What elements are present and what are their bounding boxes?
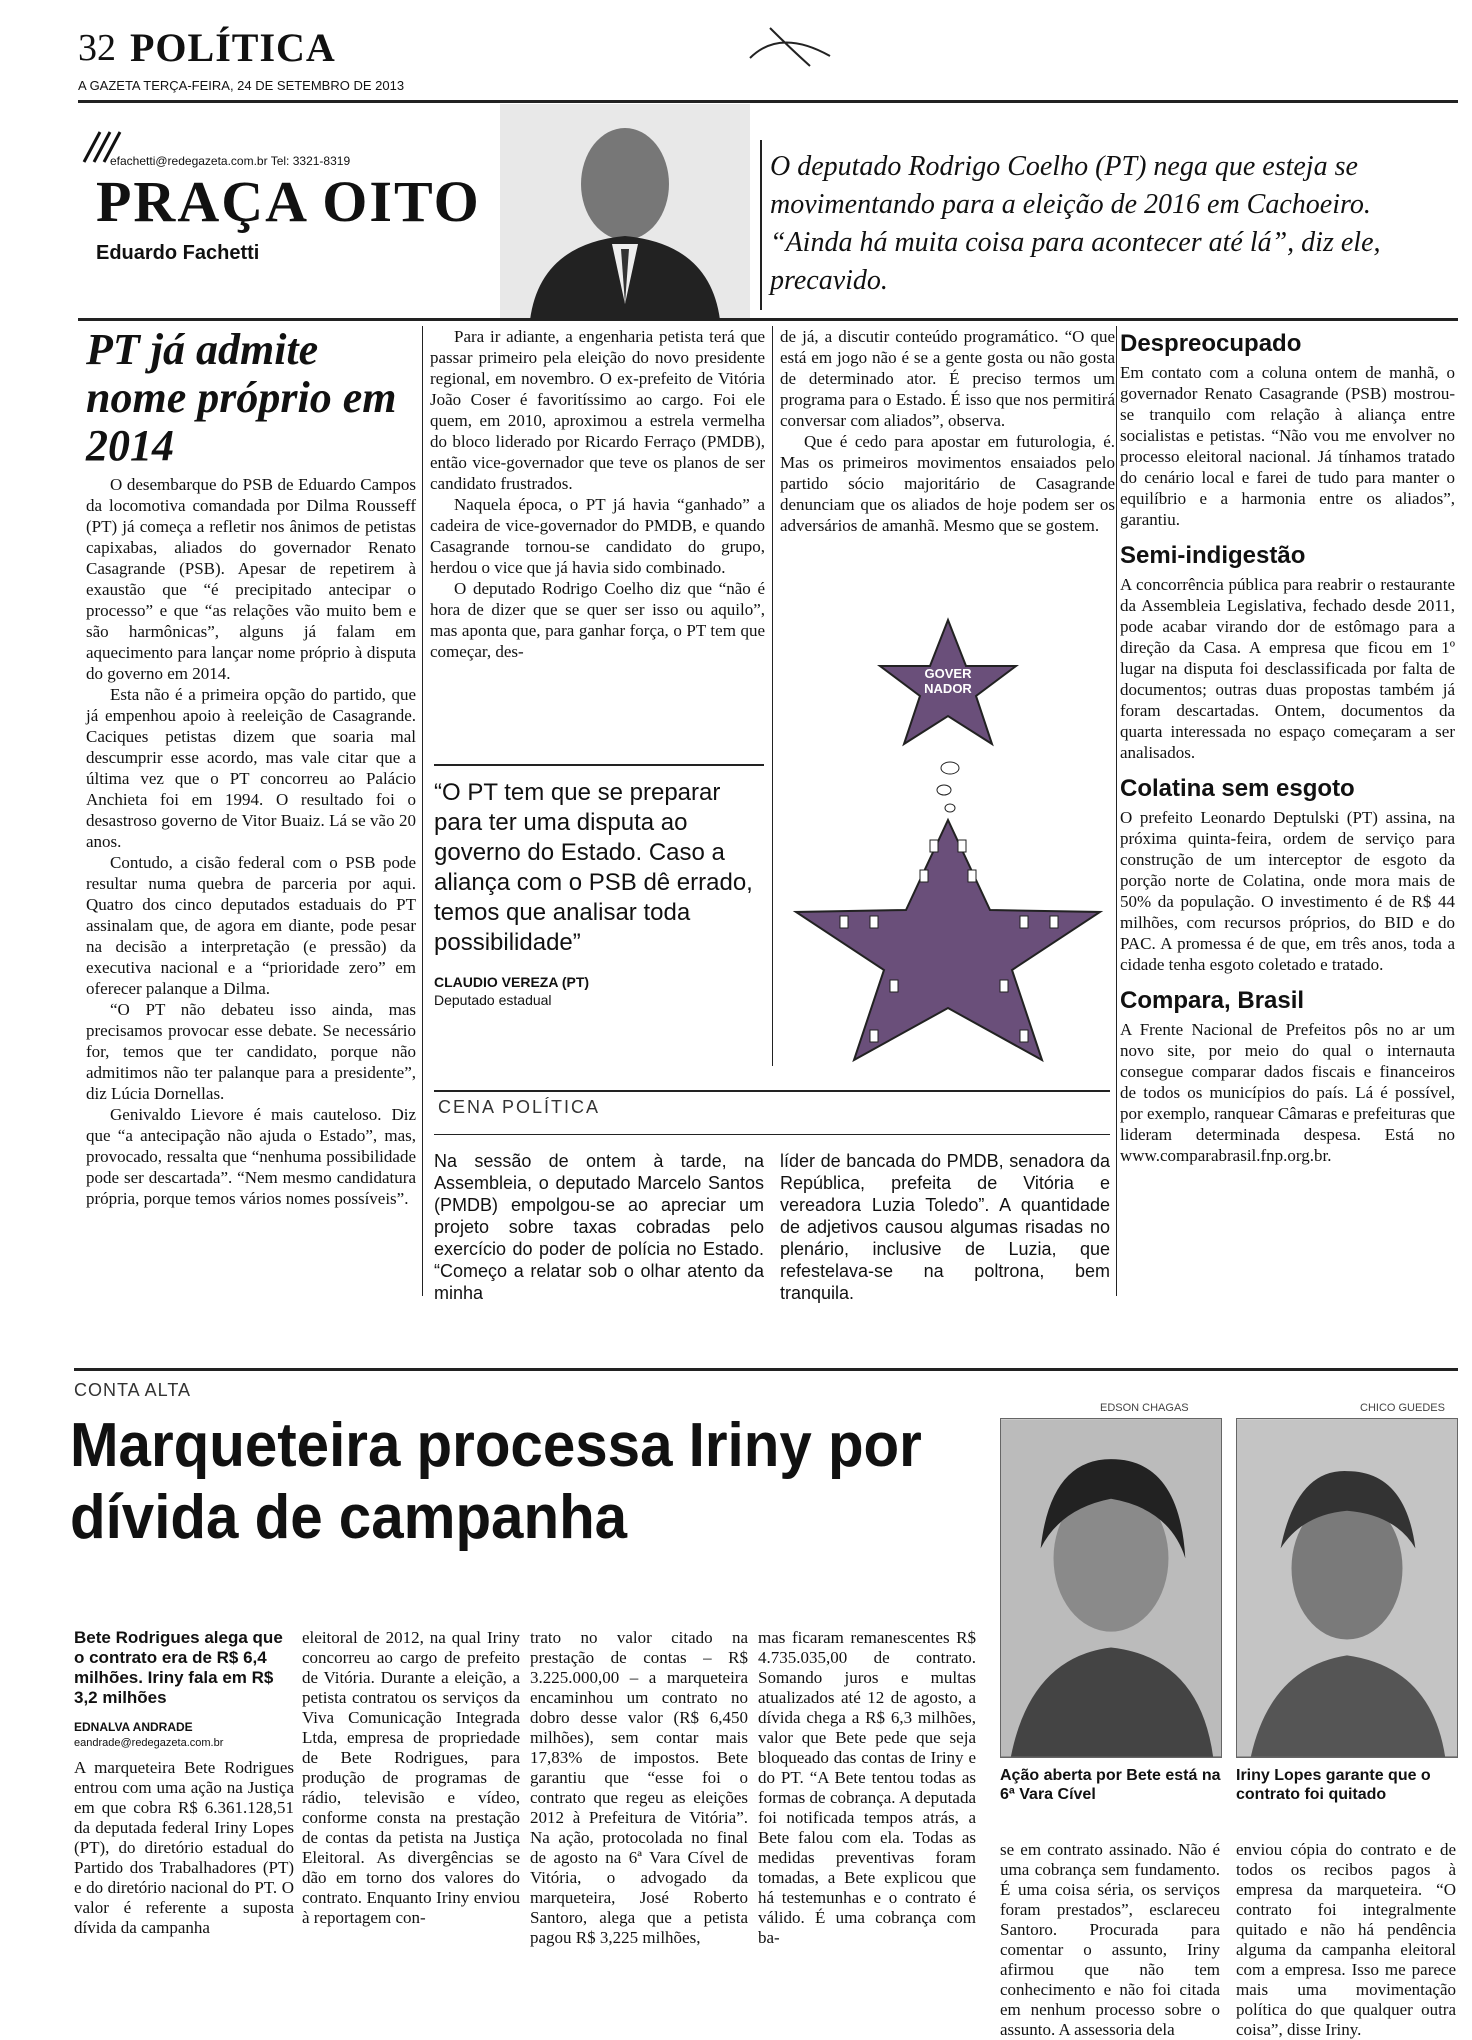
quote-role: Deputado estadual	[434, 992, 552, 1008]
quote-text: “O PT tem que se preparar para ter uma disputa ao governo do Estado. Caso a aliança com o PSB dê errado, temos que analisar toda possibilidade”	[434, 779, 753, 956]
photo-credit: CHICO GUEDES	[1360, 1402, 1445, 1414]
sidebar-note-title: Colatina sem esgoto	[1120, 775, 1355, 802]
story-col2: eleitoral de 2012, na qual Iriny concorreu ao cargo de prefeito de Vitória. Durante a eleição, a petista contratou os serviços da Viva Comunicação Integrada Ltda, empresa de propriedade de Bete Rodrigues, para produção de programas de rádio, televisão e vídeo, conforme consta na prestação de contas da petista na Justiça Eleitoral. As divergências se dão em torno dos valores do contrato. Enquanto Iriny enviou à reportagem con-	[302, 1628, 520, 1927]
column-title: PRAÇA OITO	[96, 169, 481, 234]
sidebar-note-text: O prefeito Leonardo Deptulski (PT) assina, na próxima quinta-feira, ordem de serviço para construção de um interceptor de esgoto da porção norte de Colatina, onde mora mais de 50% da população. O investimento é de R$ 44 milhões, com recursos próprios, do BID e do PAC. A promessa é de que, em três anos, toda a cidade tenha esgoto coletado e tratado.	[1120, 808, 1455, 974]
paragraph: O desembarque do PSB de Eduardo Campos da locomotiva comandada por Dilma Rousseff (PT) já começa a refletir nos ânimos de petistas capixabas, aliados do governador Renato Casagrande (PSB). Apesar de repetirem à exaustão que “é precipitado antecipar o processo” e que “as relações vão muito bem e são harmônicas”, alguns já falam em aquecimento para lançar nome próprio à disputa do governo em 2014.	[86, 475, 416, 683]
cena-rule	[434, 1090, 1110, 1092]
column-author: Eduardo Fachetti	[96, 242, 260, 264]
paragraph: de já, a discutir conteúdo programático. “O que está em jogo não é se a gente gosta ou não gosta de determinado ator. É preciso termos um programa para o Estado. É isso que nos permitirá conversar com aliados”, observa.	[780, 327, 1115, 430]
story-col4: mas ficaram remanescentes R$ 4.735.035,00 de contrato. Somando juros e multas atualizados até 12 de agosto, a dívida chega a R$ 6,3 milhões, valor que Bete pede que seja bloqueado das contas de Iriny e do PT. “A Bete tentou todas as formas de cobrança. A deputada foi notificada tempos atrás, a Bete falou com ela. Todas as medidas preventivas foram tomadas, a Bete explicou que há testemunhas e o contrato é válido. É uma cobrança com ba-	[758, 1628, 976, 1947]
sidebar-note-title: Compara, Brasil	[1120, 987, 1305, 1014]
story-byline-email: eandrade@redegazeta.com.br	[74, 1737, 224, 1749]
paragraph: Contudo, a cisão federal com o PSB pode resultar numa quebra de parceria por aqui. Quatro dos cinco deputados estaduais do PT assinalam que, de agora em diante, pode pesar na decisão a interpretação (e pressão) da executiva nacional e a “prioridade zero” em oferecer palanque a Dilma.	[86, 853, 416, 998]
cena-rule-bottom	[434, 1134, 1110, 1135]
sidebar-note-title: Semi-indigestão	[1120, 542, 1306, 569]
column-divider	[1116, 326, 1117, 1296]
story-kicker: CONTA ALTA	[74, 1380, 192, 1400]
photo-credit: EDSON CHAGAS	[1100, 1402, 1189, 1414]
story-byline: EDNALVA ANDRADE	[74, 1720, 193, 1734]
main-story-col2	[430, 326, 765, 662]
story-col6: enviou cópia do contrato e de todos os recibos pagos à empresa da marqueteira. “O contrato foi integralmente quitado e não há pendência alguma da campanha eleitoral com a empresa. Isso me parece mais uma movimentação política do que qualquer outra coisa”, disse Iriny.	[1236, 1840, 1456, 2039]
story-col1: A marqueteira Bete Rodrigues entrou com uma ação na Justiça em que cobra R$ 6.361.128,51 da deputada federal Iriny Lopes (PT), do diretório estadual do Partido dos Trabalhadores (PT) e do diretório nacional do PT. O valor é referente a suposta dívida da campanha	[74, 1758, 294, 1937]
paragraph: Que é cedo para apostar em futurologia, é. Mas os primeiros movimentos ensaiados pelo partido sócio majoritário de Casagrande denunciam que os aliados de hoje podem ser os adversários de amanhã. Mesmo que se gostem.	[780, 432, 1115, 535]
sidebar-notes	[1120, 318, 1455, 1166]
sidebar-note-title: Despreocupado	[1120, 330, 1302, 357]
columnist-photo	[500, 104, 750, 320]
story-deck: Bete Rodrigues alega que o contrato era de R$ 6,4 milhões. Iriny fala em R$ 3,2 milhões	[74, 1628, 283, 1707]
paragraph: Para ir adiante, a engenharia petista terá que passar primeiro pela eleição do novo presidente regional, em novembro. O ex-prefeito de Vitória João Coser é favoritíssimo ao cargo. Foi ele quem, em 2010, aproximou a estrela vermelha do bloco liderado por Ricardo Ferraço (PMDB), então vice-governador que teve os planos de ser candidato frustrados.	[430, 327, 765, 493]
column-contact: efachetti@redegazeta.com.br Tel: 3321-8319	[110, 154, 351, 168]
sidebar-note-text: A concorrência pública para reabrir o restaurante da Assembleia Legislativa, fechado desde 2011, pode acabar virando dor de estômago para a direção da Casa. A empresa que ficou em 1º lugar na disputa foi desclassificada por falta de documentos; outras duas propostas também já foram descartadas. Ontem, documentos da quarta interessada no espaço começaram a ser analisados.	[1120, 575, 1455, 762]
paragraph: Esta não é a primeira opção do partido, que já empenhou apoio à reeleição de Casagrande. Caciques petistas dizem que soaria mal descumprir esse acordo, mas vale citar que a última vez que o PT concorreu ao Palácio Anchieta foi em 1994. O resultado foi o desastroso governo de Vitor Buaiz. Lá se vão 20 anos.	[86, 685, 416, 851]
quote-rule	[434, 764, 764, 766]
section-title: POLÍTICA	[130, 25, 336, 70]
paragraph: Naquela época, o PT já havia “ganhado” a cadeira de vice-governador do PMDB, e quando Casagrande tornou-se candidato do grupo, herdou o vice que já havia sido combinado.	[430, 495, 765, 577]
cena-politica-col2: líder de bancada do PMDB, senadora da República, prefeita de Vitória e vereadora Luzia Toledo”. A quantidade de adjetivos causou algumas risadas no plenário, inclusive de Luzia, que refestelava-se na poltrona, bem tranquila.	[780, 1151, 1110, 1303]
handwritten-mark-icon	[740, 18, 840, 68]
cena-politica-col1: Na sessão de ontem à tarde, na Assembleia, o deputado Marcelo Santos (PMDB) empolgou-se ao apreciar um projeto sobre taxas cobradas pelo exercício do poder de polícia no Estado. “Começo a relatar sob o olhar atento da minha	[434, 1151, 764, 1303]
paragraph: “O PT não debateu isso ainda, mas precisamos provocar esse debate. Se necessário for, temos que ter candidato, porque não admitimos não ter palanque para a presidente”, diz Lúcia Dornellas.	[86, 1000, 416, 1103]
pull-quote	[434, 778, 764, 1008]
column-divider	[422, 326, 423, 1296]
sidebar-note-text: A Frente Nacional de Prefeitos pôs no ar um novo site, por meio do qual o internauta consegue comparar dados fiscais e financeiros de todos os municípios do país. Lá é possível, por exemplo, ranquear Câmaras e prefeituras que lideram determinada despesa. Está no www.comparabrasil.fnp.org.br.	[1120, 1020, 1455, 1165]
photo-caption: Iriny Lopes garante que o contrato foi quitado	[1236, 1767, 1431, 1803]
main-story-col3	[780, 326, 1115, 536]
column-divider	[772, 326, 773, 1066]
paragraph: O deputado Rodrigo Coelho diz que “não é hora de dizer que se quer ser isso ou aquilo”, mas aponta que, para ganhar força, o PT tem que começar, des-	[430, 579, 765, 661]
paragraph: Genivaldo Lievore é mais cauteloso. Diz que “a antecipação não ajuda o Estado”, mas, provocado, ressalta que “nenhuma possibilidade pode ser descartada”. “Nem mesmo candidatura própria, porque temos vários nomes possíveis”.	[86, 1105, 416, 1208]
cartoon-illustration	[780, 600, 1115, 1070]
cena-politica-label: CENA POLÍTICA	[438, 1097, 601, 1117]
photo-caption: Ação aberta por Bete está na 6ª Vara Cível	[1000, 1767, 1221, 1803]
main-story-col1	[86, 474, 416, 1209]
note-divider	[760, 140, 762, 310]
dateline: A GAZETA TERÇA-FEIRA, 24 DE SETEMBRO DE 2013	[78, 78, 405, 93]
cartoon-star-label: GOVER NADOR	[924, 666, 972, 696]
header-rule	[78, 100, 1458, 103]
section-rule	[74, 1368, 1458, 1371]
story-col5: se em contrato assinado. Não é uma cobrança sem fundamento. É uma coisa séria, os serviços foram prestados”, esclareceu Santoro. Procurada para comentar o assunto, Iriny afirmou que não tem conhecimento e não foi citada em nenhum processo sobre o assunto. A assessoria dela	[1000, 1840, 1220, 2039]
page-number: 32	[78, 27, 116, 69]
column-note: O deputado Rodrigo Coelho (PT) nega que esteja se movimentando para a eleição de 2016 em Cachoeiro. “Ainda há muita coisa para acontecer até lá”, diz ele, precavido.	[770, 151, 1381, 296]
sidebar-note-text: Em contato com a coluna ontem de manhã, o governador Renato Casagrande (PSB) mostrou-se tranquilo com relação à aliança entre socialistas e petistas. “Não vou me envolver no processo eleitoral nacional. Já tínhamos tratado do cenário local e farei de tudo para manter o equilíbrio e a harmonia entre os aliados”, garantiu.	[1120, 363, 1455, 529]
quote-author: CLAUDIO VEREZA (PT)	[434, 974, 590, 990]
main-headline: PT já admite nome próprio em 2014	[86, 325, 397, 470]
photo-iriny-lopes	[1236, 1418, 1458, 1758]
photo-bete-rodrigues	[1000, 1418, 1222, 1758]
story-headline: Marqueteira processa Iriny por dívida de campanha	[70, 1411, 922, 1552]
story-col3: trato no valor citado na prestação de contas – R$ 3.225.000,00 – a marqueteira encaminhou um contrato no dobro desse valor (R$ 6,450 milhões), sem contar mais 17,83% de impostos. Bete garantiu que “esse foi o contrato que regeu as eleições 2012 à Prefeitura de Vitória”. Na ação, protocolada no final de agosto na 6ª Vara Cível de Vitória, o advogado da marqueteira, José Roberto Santoro, alega que a petista pagou R$ 3,225 milhões,	[530, 1628, 748, 1947]
